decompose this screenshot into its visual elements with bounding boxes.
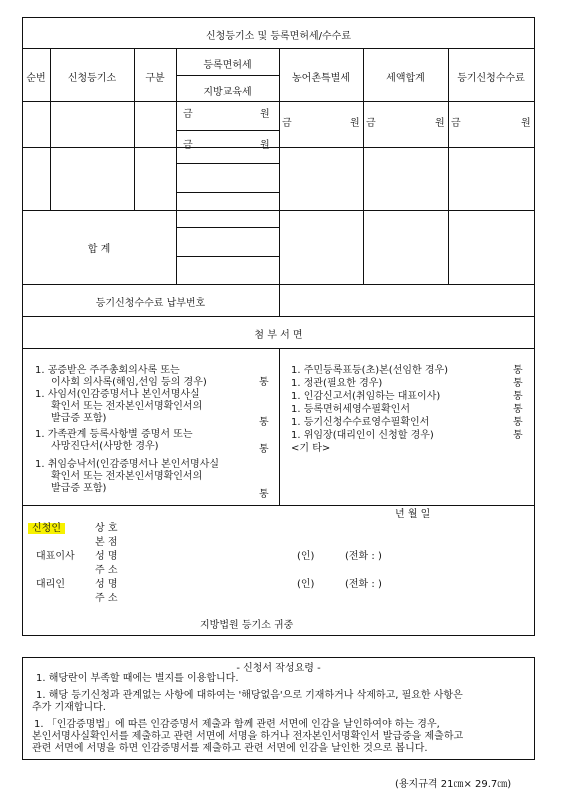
registry-cell-2[interactable]: [51, 148, 134, 210]
trade-name-label: 상 호: [95, 523, 118, 534]
category-cell-2[interactable]: [135, 148, 176, 210]
attach-left-2-unit: 통: [259, 417, 269, 428]
header-reg-fee: 등기신청수수료: [457, 73, 525, 84]
attach-right-6-unit: 통: [513, 430, 523, 441]
applicant-label-wrap: [28, 523, 65, 535]
applicant-label: 신청인: [28, 523, 65, 534]
no-cell-2[interactable]: [23, 148, 50, 210]
note-2-line1: 1. 해당 등기신청과 관계없는 사항에 대하여는 '해당없음'으로 기재하거나 삭제하고, 필요한 사항은: [36, 690, 463, 701]
header-local-edu-tax: 지방교육세: [203, 87, 252, 98]
amount-word-tax-total: 금: [366, 118, 376, 129]
header-registry: 신청등기소: [67, 73, 117, 84]
agent-seal: (인): [297, 579, 315, 590]
date-line: 년 월 일: [395, 509, 431, 520]
attach-left-3-unit: 통: [259, 444, 269, 455]
attach-right-2-unit: 통: [513, 378, 523, 389]
attach-left-1-line1: 1. 공증받은 주주총회의사록 또는: [35, 365, 180, 376]
agent-name-label: 성 명: [95, 579, 118, 590]
notes-title: - 신청서 작성요령 -: [236, 663, 321, 674]
attach-left-4-line2: 확인서 또는 전자본인서명확인서의: [51, 471, 203, 482]
attach-right-3-unit: 통: [513, 391, 523, 402]
attach-left-3-line1: 1. 가족관계 등록사항별 증명서 또는: [35, 429, 193, 440]
agent-phone: (전화 : ): [345, 579, 382, 590]
total-label: 합 계: [87, 244, 111, 255]
amount-word-reg-fee: 금: [451, 118, 461, 129]
note-3-line2: 본인서명사실확인서를 제출하고 관련 서면에 서명을 하거나 전자본인서명확인서 발급증을 제출하고: [32, 731, 464, 742]
attach-left-4-unit: 통: [259, 489, 269, 500]
attach-left-3-line2: 사망진단서(사망한 경우): [51, 441, 159, 452]
header-no: 순번: [26, 73, 46, 84]
attach-right-4: 1. 등록면허세영수필확인서: [291, 404, 410, 415]
note-3-line1: 1. 「인감증명법」에 따른 인감증명서 제출과 함께 관련 서면에 인감을 날인하여야 하는 경우,: [34, 719, 440, 730]
header-category: 구분: [145, 73, 165, 84]
won-tax-total: 원: [435, 118, 445, 129]
won-rural-tax: 원: [350, 118, 360, 129]
rep-director-label: 대표이사: [36, 551, 75, 562]
attach-left-2-line3: 발급증 포함): [51, 413, 107, 424]
payment-no-field[interactable]: [280, 285, 534, 316]
attach-right-1: 1. 주민등록표등(초)본(선임한 경우): [291, 365, 449, 376]
table-title: 신청등기소 및 등록면허세/수수료: [206, 31, 351, 42]
attach-left-1-line2: 이사회 의사록(해임,선임 등의 경우): [51, 377, 207, 388]
rep-address-label: 주 소: [95, 565, 118, 576]
agent-label: 대리인: [36, 579, 65, 590]
attachments-title: 첨 부 서 면: [254, 330, 303, 341]
won-reg-fee: 원: [521, 118, 531, 129]
head-office-label: 본 점: [95, 537, 118, 548]
paper-size-note: (용지규격 21㎝× 29.7㎝): [395, 779, 512, 790]
header-tax-total: 세액합계: [386, 73, 425, 84]
attach-left-4-line3: 발급증 포함): [51, 483, 107, 494]
attach-right-5: 1. 등기신청수수료영수필확인서: [291, 417, 430, 428]
attach-left-2-line2: 확인서 또는 전자본인서명확인서의: [51, 401, 203, 412]
rep-phone: (전화 : ): [345, 551, 382, 562]
note-1: 1. 해당란이 부족할 때에는 별지를 이용합니다.: [36, 673, 239, 684]
attach-right-6: 1. 위임장(대리인이 신청할 경우): [291, 430, 434, 441]
amount-word-rural-tax: 금: [282, 118, 292, 129]
attach-right-5-unit: 통: [513, 417, 523, 428]
note-3-line3: 관련 서면에 서명을 하면 인감증명서를 제출하고 관련 서면에 인감을 날인한 것으로 봅니다.: [32, 743, 428, 754]
no-cell-1[interactable]: [23, 102, 50, 147]
header-reg-tax: 등록면허세: [203, 60, 252, 71]
attach-left-1-unit: 통: [259, 377, 269, 388]
attach-left-4-line1: 1. 취임승낙서(인감증명서나 본인서명사실: [35, 459, 220, 470]
attach-right-other: <기 타>: [291, 443, 331, 454]
attach-right-4-unit: 통: [513, 404, 523, 415]
category-cell-1[interactable]: [135, 102, 176, 147]
rep-name-label: 성 명: [95, 551, 118, 562]
note-2-line2: 추가 기재합니다.: [32, 702, 106, 713]
won-reg-tax: 원: [260, 109, 270, 120]
rep-seal: (인): [297, 551, 315, 562]
attach-right-2: 1. 정관(필요한 경우): [291, 378, 383, 389]
court-line: 지방법원 등기소 귀중: [200, 620, 294, 631]
attach-right-1-unit: 통: [513, 365, 523, 376]
amount-word-edu-tax: 금: [183, 140, 193, 151]
attach-left-2-line1: 1. 사임서(인감증명서나 본인서명사실: [35, 389, 200, 400]
attach-right-3: 1. 인감신고서(취임하는 대표이사): [291, 391, 441, 402]
payment-no-label: 등기신청수수료 납부번호: [95, 298, 206, 309]
registry-cell-1[interactable]: [51, 102, 134, 147]
header-rural-tax: 농어촌특별세: [292, 73, 350, 84]
agent-address-label: 주 소: [95, 593, 118, 604]
won-edu-tax: 원: [260, 140, 270, 151]
amount-word-reg-tax: 금: [183, 109, 193, 120]
